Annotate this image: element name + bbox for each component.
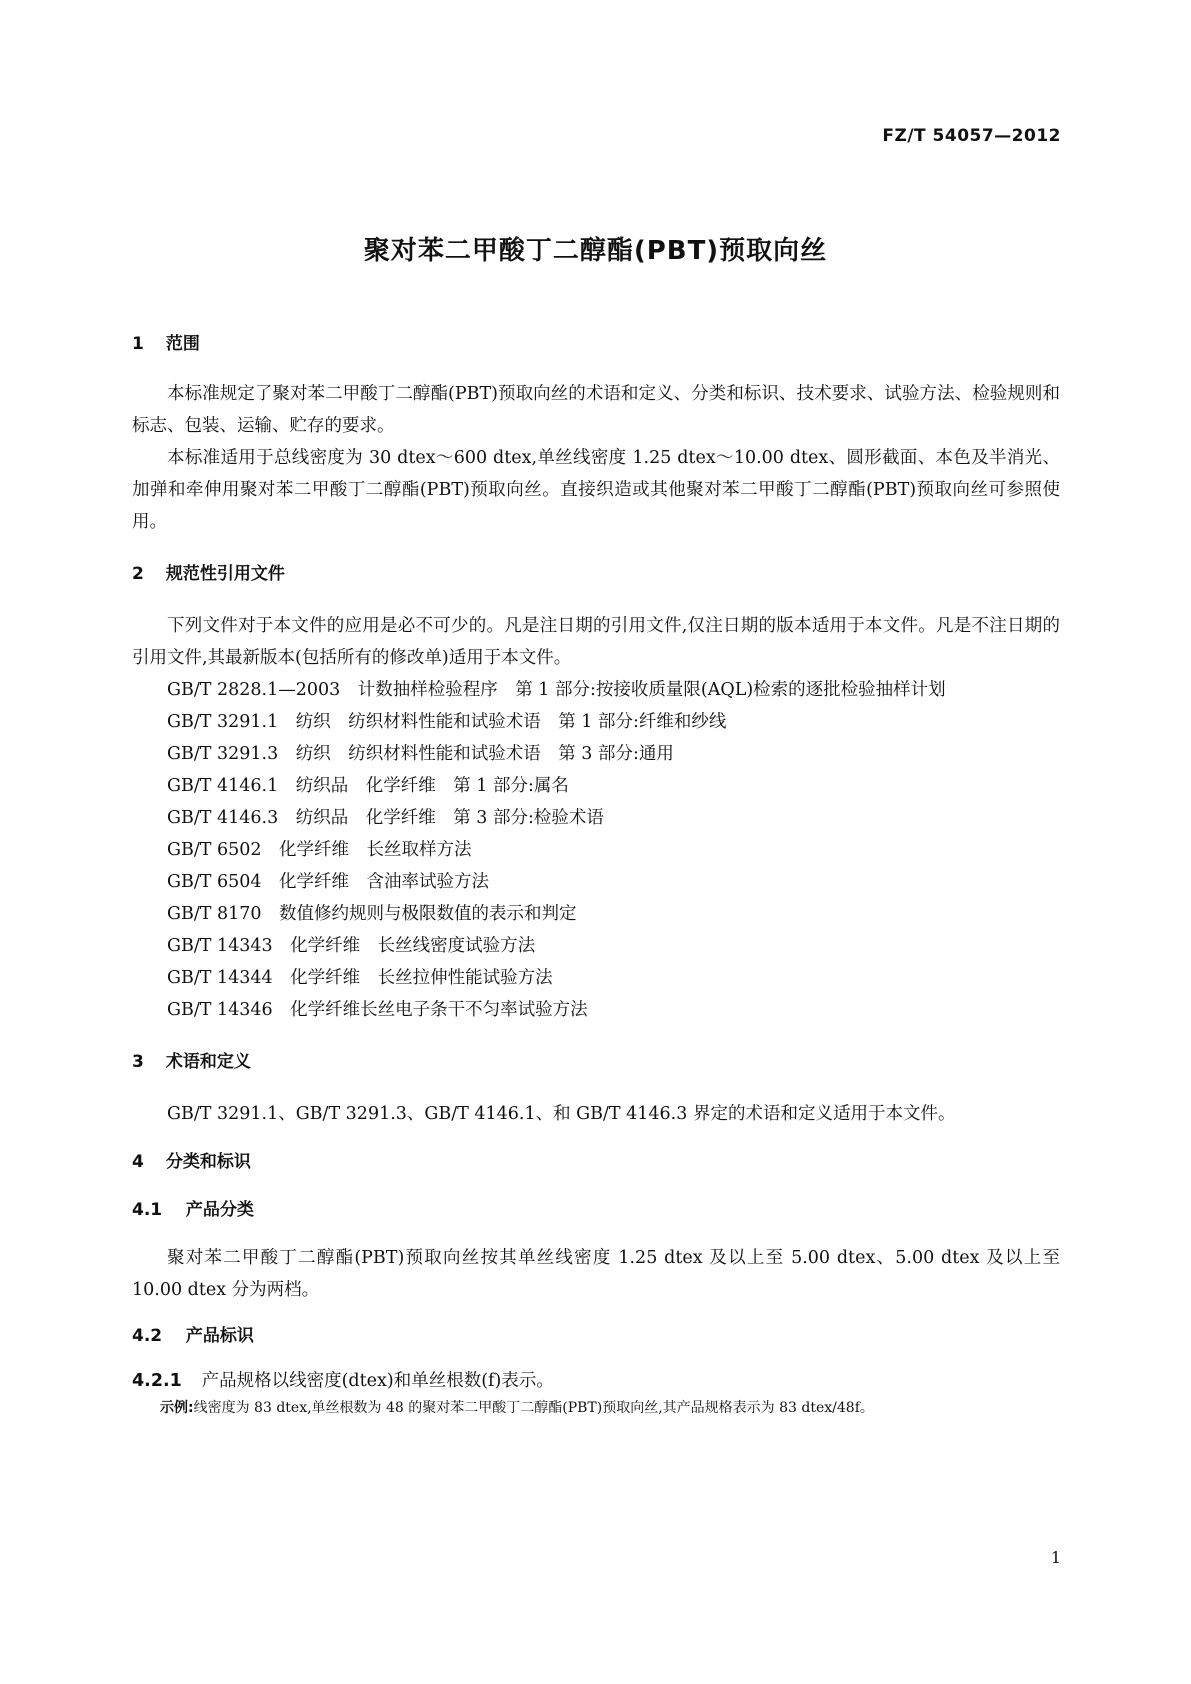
- section-number: 2: [132, 564, 144, 584]
- section-2-heading: [132, 560, 1060, 588]
- reference-item: GB/T 4146.3 纺织品 化学纤维 第 3 部分:检验术语: [167, 808, 604, 828]
- reference-item: GB/T 4146.1 纺织品 化学纤维 第 1 部分:属名: [167, 776, 569, 796]
- paragraph: 下列文件对于本文件的应用是必不可少的。凡是注日期的引用文件,仅注日期的版本适用于本文件。凡是不注日期的引用文件,其最新版本(包括所有的修改单)适用于本文件。: [132, 616, 1060, 668]
- reference-item: GB/T 3291.3 纺织 纺织材料性能和试验术语 第 3 部分:通用: [167, 744, 674, 764]
- reference-item: GB/T 8170 数值修约规则与极限数值的表示和判定: [167, 904, 577, 924]
- reference-item: GB/T 14344 化学纤维 长丝拉伸性能试验方法: [167, 968, 553, 988]
- document-body: [132, 330, 1060, 1420]
- reference-item: GB/T 2828.1—2003 计数抽样检验程序 第 1 部分:按接收质量限(AQL)检索的逐批检验抽样计划: [167, 680, 946, 700]
- reference-item: GB/T 3291.1 纺织 纺织材料性能和试验术语 第 1 部分:纤维和纱线: [167, 712, 727, 732]
- section-number: 4.2: [132, 1326, 163, 1346]
- clause-number: 4.2.1: [132, 1371, 182, 1391]
- section-title: 产品标识: [185, 1326, 254, 1346]
- example-note: [132, 1396, 1060, 1420]
- section-title: 术语和定义: [165, 1052, 251, 1072]
- section-number: 1: [132, 334, 144, 354]
- reference-item: GB/T 14346 化学纤维长丝电子条干不匀率试验方法: [167, 1000, 588, 1020]
- section-3-heading: [132, 1048, 1060, 1076]
- clause-text: 产品规格以线密度(dtex)和单丝根数(f)表示。: [201, 1371, 554, 1391]
- clause-4-2-1: [132, 1366, 1060, 1396]
- example-text: 线密度为 83 dtex,单丝根数为 48 的聚对苯二甲酸丁二醇酯(PBT)预取向丝,其产品规格表示为 83 dtex/48f。: [193, 1400, 874, 1416]
- section-4-1-heading: [132, 1196, 1060, 1224]
- example-label: 示例:: [160, 1400, 194, 1416]
- standard-code: FZ/T 54057—2012: [882, 126, 1061, 146]
- paragraph: GB/T 3291.1、GB/T 3291.3、GB/T 4146.1、和 GB/T 4146.3 界定的术语和定义适用于本文件。: [167, 1104, 956, 1124]
- section-number: 4.1: [132, 1200, 163, 1220]
- section-title: 产品分类: [185, 1200, 254, 1220]
- reference-item: GB/T 14343 化学纤维 长丝线密度试验方法: [167, 936, 536, 956]
- paragraph: 本标准规定了聚对苯二甲酸丁二醇酯(PBT)预取向丝的术语和定义、分类和标识、技术要求、试验方法、检验规则和标志、包装、运输、贮存的要求。: [132, 384, 1060, 436]
- section-4-heading: [132, 1148, 1060, 1176]
- section-title: 分类和标识: [165, 1152, 251, 1172]
- section-number: 4: [132, 1152, 144, 1172]
- paragraph: 聚对苯二甲酸丁二醇酯(PBT)预取向丝按其单丝线密度 1.25 dtex 及以上至 5.00 dtex、5.00 dtex 及以上至 10.00 dtex 分为两档。: [132, 1248, 1060, 1300]
- paragraph: 本标准适用于总线密度为 30 dtex～600 dtex,单丝线密度 1.25 dtex～10.00 dtex、圆形截面、本色及半消光、加弹和牵伸用聚对苯二甲酸丁二醇酯(PBT)预取向丝。直接织造或其他聚对苯二甲酸丁二醇酯(PBT)预取向丝可参照使用。: [132, 448, 1060, 532]
- section-title: 规范性引用文件: [165, 564, 285, 584]
- section-1-heading: [132, 330, 1060, 358]
- section-number: 3: [132, 1052, 144, 1072]
- document-title: 聚对苯二甲酸丁二醇酯(PBT)预取向丝: [363, 236, 828, 266]
- page-number: 1: [1050, 1548, 1061, 1567]
- reference-item: GB/T 6502 化学纤维 长丝取样方法: [167, 840, 472, 860]
- section-4-2-heading: [132, 1322, 1060, 1350]
- reference-item: GB/T 6504 化学纤维 含油率试验方法: [167, 872, 490, 892]
- section-title: 范围: [165, 334, 200, 354]
